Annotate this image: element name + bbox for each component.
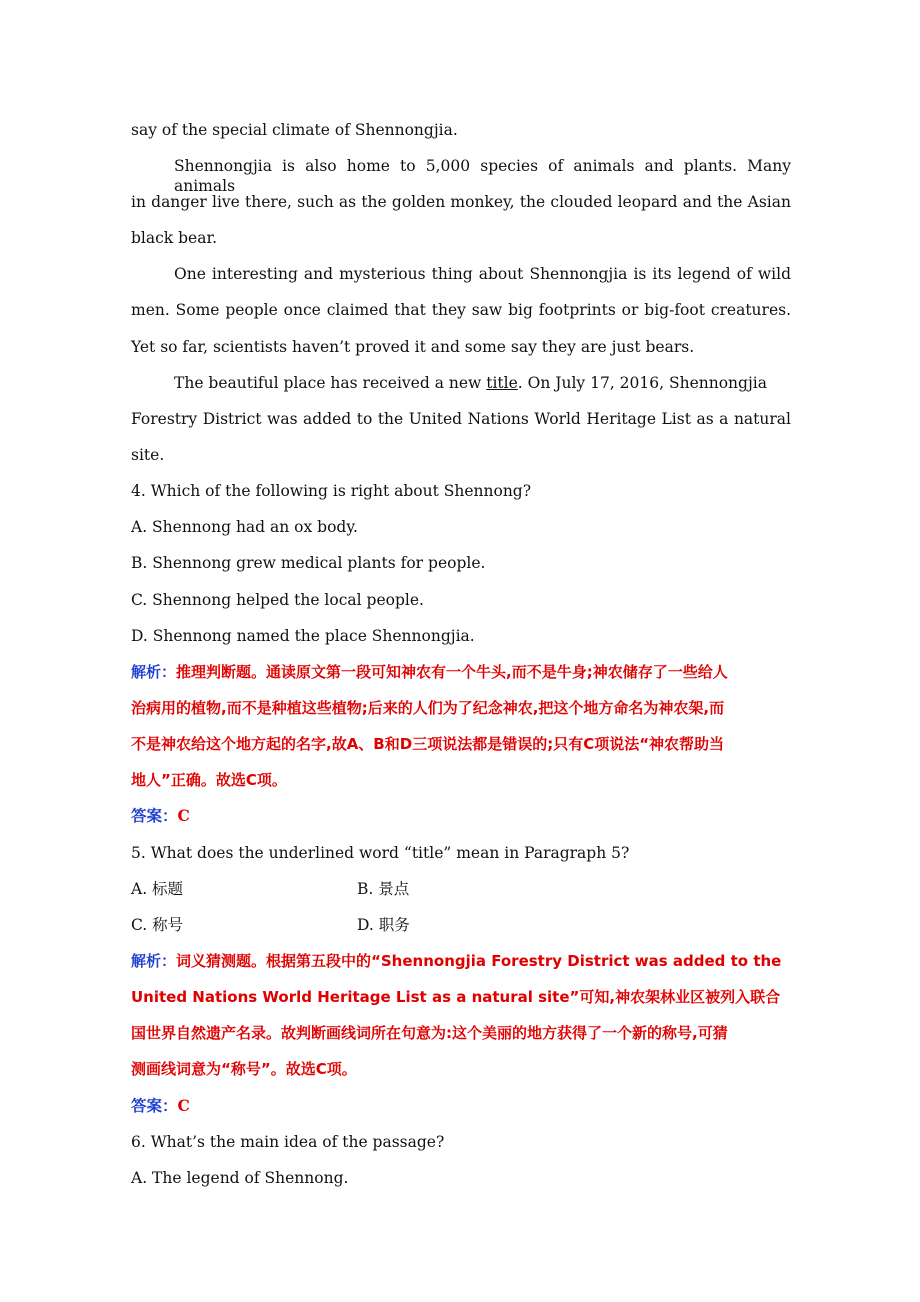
analysis-text: 词义猜测题。根据第五段中的“Shennongjia Forestry District was added to the xyxy=(176,952,782,970)
passage-line: men. Some people once claimed that they saw big footprints or big-foot creatures. xyxy=(131,301,791,319)
answer-value: C xyxy=(177,806,190,825)
answer-label: 答案： xyxy=(131,1097,178,1115)
passage-line: black bear. xyxy=(131,229,218,247)
q6-option-a: A. The legend of Shennong. xyxy=(131,1169,349,1187)
passage-line: Shennongjia is also home to 5,000 species of animals and plants. Many animals xyxy=(174,157,791,195)
underlined-word-title: title xyxy=(486,374,518,392)
q5-option-a: A. 标题 xyxy=(131,880,184,898)
passage-line: say of the special climate of Shennongjia. xyxy=(131,121,458,139)
passage-line: One interesting and mysterious thing about Shennongjia is its legend of wild xyxy=(174,265,791,283)
q5-options-row-1 xyxy=(131,879,791,899)
q4-analysis-line: 治病用的植物,而不是种植这些植物;后来的人们为了纪念神农,把这个地方命名为神农架,而 xyxy=(131,699,725,717)
question-6: 6. What’s the main idea of the passage? xyxy=(131,1133,445,1151)
q4-analysis-line: 不是神农给这个地方起的名字,故A、B和D三项说法都是错误的;只有C项说法“神农帮助当 xyxy=(131,735,725,753)
q4-answer xyxy=(131,806,791,826)
q5-answer xyxy=(131,1096,791,1116)
q4-option-c: C. Shennong helped the local people. xyxy=(131,591,424,609)
q5-option-d: D. 职务 xyxy=(357,916,410,934)
q4-option-d: D. Shennong named the place Shennongjia. xyxy=(131,627,475,645)
q5-analysis-line xyxy=(131,951,791,971)
q5-option-b: B. 景点 xyxy=(357,880,410,898)
passage-text: . On July 17, 2016, Shennongjia xyxy=(517,374,767,392)
passage-text: The beautiful place has received a new xyxy=(174,374,487,392)
answer-label: 答案： xyxy=(131,807,178,825)
analysis-text: 推理判断题。通读原文第一段可知神农有一个牛头,而不是牛身;神农储存了一些给人 xyxy=(176,663,728,681)
passage-line: in danger live there, such as the golden monkey, the clouded leopard and the Asian xyxy=(131,193,791,211)
q5-analysis-line: 国世界自然遗产名录。故判断画线词所在句意为:这个美丽的地方获得了一个新的称号,可猜 xyxy=(131,1024,728,1042)
q4-option-a: A. Shennong had an ox body. xyxy=(131,518,358,536)
q5-options-row-2 xyxy=(131,915,791,935)
q5-option-c: C. 称号 xyxy=(131,916,184,934)
q4-analysis-line xyxy=(131,662,791,682)
analysis-label: 解析： xyxy=(131,952,177,970)
question-5: 5. What does the underlined word “title” mean in Paragraph 5? xyxy=(131,844,630,862)
passage-line: Forestry District was added to the United Nations World Heritage List as a natural xyxy=(131,410,791,428)
q5-analysis-line: United Nations World Heritage List as a natural site”可知,神农架林业区被列入联合 xyxy=(131,988,781,1006)
answer-value: C xyxy=(177,1096,190,1115)
analysis-label: 解析： xyxy=(131,663,177,681)
q4-option-b: B. Shennong grew medical plants for people. xyxy=(131,554,486,572)
passage-line-title xyxy=(174,373,834,393)
passage-line: Yet so far, scientists haven’t proved it and some say they are just bears. xyxy=(131,338,695,356)
question-4: 4. Which of the following is right about Shennong? xyxy=(131,482,532,500)
q4-analysis-line: 地人”正确。故选C项。 xyxy=(131,771,287,789)
passage-line: site. xyxy=(131,446,165,464)
q5-analysis-line: 测画线词意为“称号”。故选C项。 xyxy=(131,1060,357,1078)
